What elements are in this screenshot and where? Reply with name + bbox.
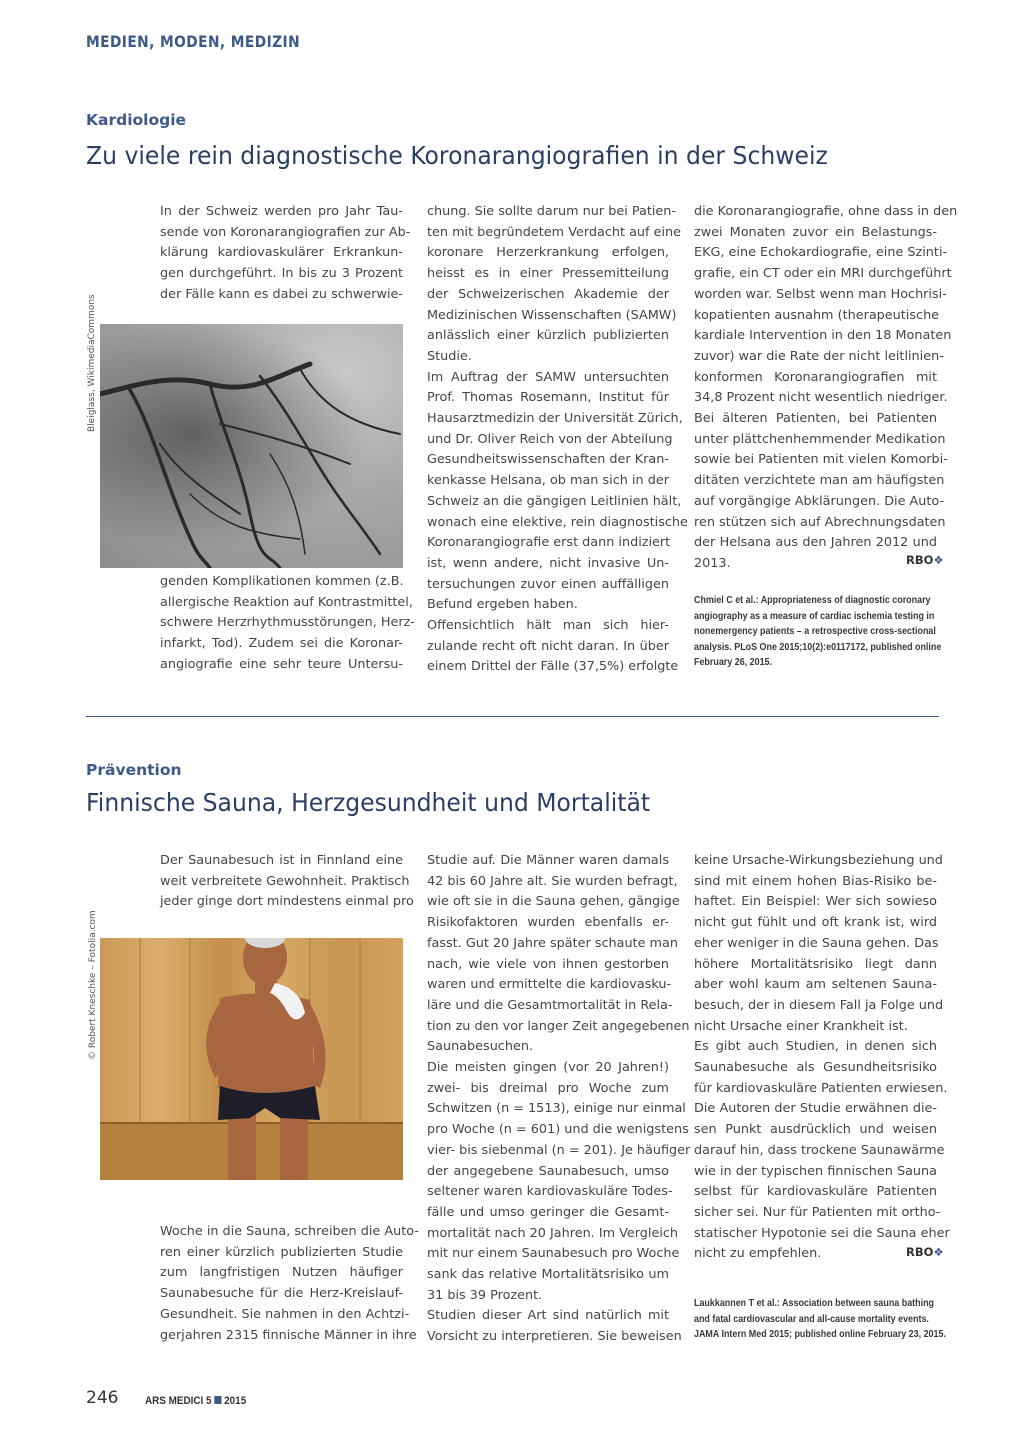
- text-line: Risikofaktoren wurden ebenfalls er-: [427, 915, 669, 931]
- text-line: gen durchgeführt. In bis zu 3 Prozent: [160, 266, 403, 282]
- text-line: Der Saunabesuch ist in Finnland eine: [160, 853, 403, 868]
- text-line: zwei Monaten zuvor ein Belastungs-: [694, 224, 937, 240]
- text-line: sank das relative Mortalitätsrisiko um: [427, 1267, 669, 1282]
- text-line: wonach eine elektive, rein diagnostische: [427, 514, 688, 530]
- text-line: 34,8 Prozent nicht wesentlich niedriger.: [694, 390, 948, 406]
- reference-line: angiography as a measure of cardiac ischemia testing in: [694, 610, 935, 622]
- text-line: Die meisten gingen (vor 20 Jahren!): [427, 1060, 669, 1075]
- text-line: jeder ginge dort mindestens einmal pro: [160, 894, 414, 910]
- text-line: konformen Koronarangiografien mit: [694, 369, 937, 385]
- text-line: worden war. Selbst wenn man Hochrisi-: [694, 286, 947, 302]
- text-line: Gesundheit. Sie nahmen in den Achtzi-: [160, 1306, 410, 1322]
- text-line: sowie bei Patienten mit vielen Komorbi-: [694, 452, 948, 468]
- text-line: Im Auftrag der SAMW untersuchten: [427, 369, 669, 385]
- text-line: sind mit einem hohen Bias-Risiko be-: [694, 873, 937, 889]
- text-line: der Helsana aus den Jahren 2012 und: [694, 535, 937, 551]
- photo-credit-sauna: © Robert Kneschke – Fotolia.com: [88, 910, 98, 1060]
- reference-line: analysis. PLoS One 2015;10(2):e0117172, published online: [694, 641, 942, 653]
- text-line: fälle und umso geringer die Gesamt-: [427, 1204, 669, 1220]
- magazine-info: ARS MEDICI 5 2015: [145, 1395, 247, 1407]
- text-line: Koronarangiografie erst dann indiziert: [427, 535, 671, 551]
- text-line: auf vorgängige Abklärungen. Die Auto-: [694, 493, 945, 509]
- text-line: ist, wenn andere, nicht invasive Un-: [427, 555, 669, 571]
- text-line: Studie.: [427, 348, 472, 364]
- text-line: Schweiz an die gängigen Leitlinien hält,: [427, 493, 682, 509]
- signature-mark-icon: ❖: [933, 1245, 944, 1259]
- article-divider: [86, 716, 939, 717]
- text-line: ditäten verzichtete man am häufigsten: [694, 473, 945, 489]
- text-line: Saunabesuche als Gesundheitsrisiko: [694, 1060, 937, 1075]
- text-line: zwei- bis dreimal pro Woche zum: [427, 1080, 669, 1096]
- sauna-photo: [100, 938, 403, 1180]
- square-separator-icon: [214, 1396, 221, 1404]
- text-line: darauf hin, dass trockene Saunawärme: [694, 1142, 945, 1158]
- text-line: der Fälle kann es dabei zu schwerwie-: [160, 286, 403, 302]
- text-line: 31 bis 39 Prozent.: [427, 1287, 543, 1303]
- text-line: aber wohl kaum am seltenen Sauna-: [694, 977, 937, 993]
- text-line: Woche in die Sauna, schreiben die Auto-: [160, 1224, 419, 1239]
- text-line: wie in der typischen finnischen Sauna: [694, 1163, 937, 1179]
- reference-line: Laukkannen T et al.: Association between sauna bathing: [694, 1298, 934, 1309]
- text-line: wie oft sie in die Sauna gehen, gängige: [427, 894, 680, 910]
- article1-rubric: Kardiologie: [86, 111, 187, 129]
- text-line: Die Autoren der Studie erwähnen die-: [694, 1101, 937, 1117]
- text-line: allergische Reaktion auf Kontrastmittel,: [160, 594, 413, 610]
- text-line: Medizinischen Wissenschaften (SAMW): [427, 307, 677, 323]
- text-line: nicht zu empfehlen.: [694, 1246, 822, 1262]
- text-line: koronare Herzerkrankung erfolgen,: [427, 245, 669, 261]
- text-line: nach, wie viele von ihnen gestorben: [427, 956, 669, 972]
- text-line: ten mit begründetem Verdacht auf eine: [427, 224, 682, 240]
- reference-line: and fatal cardiovascular and all-cause mortality events.: [694, 1313, 929, 1325]
- text-line: Hausarztmedizin der Universität Zürich,: [427, 411, 683, 426]
- angiography-image: [100, 324, 403, 568]
- text-line: tion zu den vor langer Zeit angegebenen: [427, 1018, 690, 1034]
- text-line: weit verbreitete Gewohnheit. Praktisch: [160, 873, 410, 889]
- text-line: die Koronarangiografie, ohne dass in den: [694, 204, 958, 219]
- text-line: chung. Sie sollte darum nur bei Patien-: [427, 204, 677, 219]
- photo-credit-angio: Bleiglass, WikimediaCommons: [87, 294, 97, 432]
- text-line: grafie, ein CT oder ein MRI durchgeführt: [694, 266, 952, 282]
- text-line: gerjahren 2315 finnische Männer in ihre: [160, 1327, 417, 1343]
- article1-headline: Zu viele rein diagnostische Koronarangiografien in der Schweiz: [86, 141, 828, 170]
- text-line: infarkt, Tod). Zudem sei die Koronar-: [160, 636, 403, 652]
- text-line: läre und die Gesamtmortalität in Rela-: [427, 997, 673, 1013]
- text-line: sicher sei. Nur für Patienten mit ortho-: [694, 1204, 941, 1220]
- text-line: Vorsicht zu interpretieren. Sie beweisen: [427, 1329, 682, 1345]
- text-line: Studien dieser Art sind natürlich mit: [427, 1308, 669, 1324]
- text-line: sen Punkt ausdrücklich und weisen: [694, 1122, 937, 1138]
- text-line: sende von Koronarangiografien zur Ab-: [160, 224, 411, 240]
- text-line: fasst. Gut 20 Jahre später schaute man: [427, 935, 678, 951]
- text-line: nicht Ursache einer Krankheit ist.: [694, 1018, 908, 1034]
- text-line: In der Schweiz werden pro Jahr Tau-: [160, 204, 403, 219]
- text-line: pro Woche (n = 601) und die wenigstens: [427, 1122, 689, 1138]
- signature-mark-icon: ❖: [933, 553, 944, 567]
- text-line: Befund ergeben haben.: [427, 597, 578, 613]
- text-line: kardiale Intervention in den 18 Monaten: [694, 328, 952, 344]
- text-line: besuch, der in diesem Fall ja Folge und: [694, 997, 944, 1013]
- text-line: schwere Herzrhythmusstörungen, Herz-: [160, 615, 415, 631]
- reference-line: February 26, 2015.: [694, 657, 772, 668]
- text-line: haftet. Ein Beispiel: Wer sich sowieso: [694, 894, 937, 910]
- text-line: Saunabesuche für die Herz-Kreislauf-: [160, 1286, 403, 1302]
- text-line: selbst für kardiovaskuläre Patienten: [694, 1184, 937, 1200]
- text-line: der angegebene Saunabesuch, umso: [427, 1163, 669, 1179]
- section-header: MEDIEN, MODEN, MEDIZIN: [86, 32, 301, 51]
- text-line: mit nur einem Saunabesuch pro Woche: [427, 1246, 680, 1262]
- text-line: anlässlich einer kürzlich publizierten: [427, 328, 669, 344]
- article1-signature: RBO❖: [906, 553, 944, 567]
- text-line: tersuchungen zuvor einen auffälligen: [427, 576, 669, 592]
- text-line: zulande recht oft nicht daran. In über: [427, 638, 669, 654]
- text-line: genden Komplikationen kommen (z.B.: [160, 574, 404, 589]
- article2-signature: RBO❖: [906, 1245, 944, 1259]
- text-line: der Schweizerischen Akademie der: [427, 286, 669, 302]
- text-line: eher weniger in die Sauna gehen. Das: [694, 935, 939, 951]
- text-line: heisst es in einer Pressemitteilung: [427, 266, 669, 282]
- text-line: klärung kardiovaskulärer Erkrankun-: [160, 245, 403, 261]
- text-line: Saunabesuchen.: [427, 1039, 533, 1055]
- text-line: unter plättchenhemmender Medikation: [694, 431, 946, 447]
- text-line: kopatienten ausnahm (therapeutische: [694, 307, 940, 323]
- text-line: mortalität nach 20 Jahren. Im Vergleich: [427, 1225, 679, 1241]
- reference-line: Chmiel C et al.: Appropriateness of diagnostic coronary: [694, 595, 931, 606]
- article2-headline: Finnische Sauna, Herzgesundheit und Mortalität: [86, 788, 651, 817]
- text-line: EKG, eine Echokardiografie, eine Szinti-: [694, 245, 948, 261]
- text-line: höhere Mortalitätsrisiko liegt dann: [694, 956, 937, 972]
- text-line: für kardiovaskuläre Patienten erwiesen.: [694, 1080, 948, 1096]
- text-line: Studie auf. Die Männer waren damals: [427, 853, 669, 868]
- text-line: keine Ursache-Wirkungsbeziehung und: [694, 853, 943, 868]
- text-line: angiografie eine sehr teure Untersu-: [160, 656, 403, 672]
- article2-rubric: Prävention: [86, 761, 182, 779]
- text-line: Gesundheitswissenschaften der Kran-: [427, 452, 669, 468]
- text-line: statischer Hypotonie sei die Sauna eher: [694, 1225, 950, 1241]
- text-line: 2013.: [694, 555, 731, 571]
- text-line: einem Drittel der Fälle (37,5%) erfolgte: [427, 659, 679, 675]
- reference-line: nonemergency patients – a retrospective cross-sectional: [694, 626, 936, 637]
- text-line: ren einer kürzlich publizierten Studie: [160, 1244, 403, 1260]
- text-line: nicht gut fühlt und oft krank ist, wird: [694, 915, 937, 931]
- text-line: Offensichtlich hält man sich hier-: [427, 618, 669, 633]
- text-line: Schwitzen (n = 1513), einige nur einmal: [427, 1101, 686, 1117]
- text-line: zum langfristigen Nutzen häufiger: [160, 1265, 403, 1281]
- text-line: ren stützen sich auf Abrechnungsdaten: [694, 514, 946, 530]
- text-line: vier- bis siebenmal (n = 201). Je häufiger: [427, 1142, 691, 1158]
- text-line: und Dr. Oliver Reich von der Abteilung: [427, 431, 673, 447]
- text-line: seltener waren kardiovaskuläre Todes-: [427, 1184, 673, 1200]
- reference-line: JAMA Intern Med 2015; published online February 23, 2015.: [694, 1329, 946, 1340]
- text-line: zuvor) war die Rate der nicht leitlinien-: [694, 348, 944, 364]
- page-number: 246: [86, 1388, 119, 1408]
- text-line: Prof. Thomas Rosemann, Institut für: [427, 390, 669, 406]
- text-line: waren und ermittelte die kardiovasku-: [427, 977, 672, 993]
- text-line: 42 bis 60 Jahre alt. Sie wurden befragt,: [427, 873, 678, 889]
- text-line: kenkasse Helsana, ob man sich in der: [427, 473, 669, 489]
- text-line: Bei älteren Patienten, bei Patienten: [694, 411, 937, 426]
- text-line: Es gibt auch Studien, in denen sich: [694, 1039, 937, 1055]
